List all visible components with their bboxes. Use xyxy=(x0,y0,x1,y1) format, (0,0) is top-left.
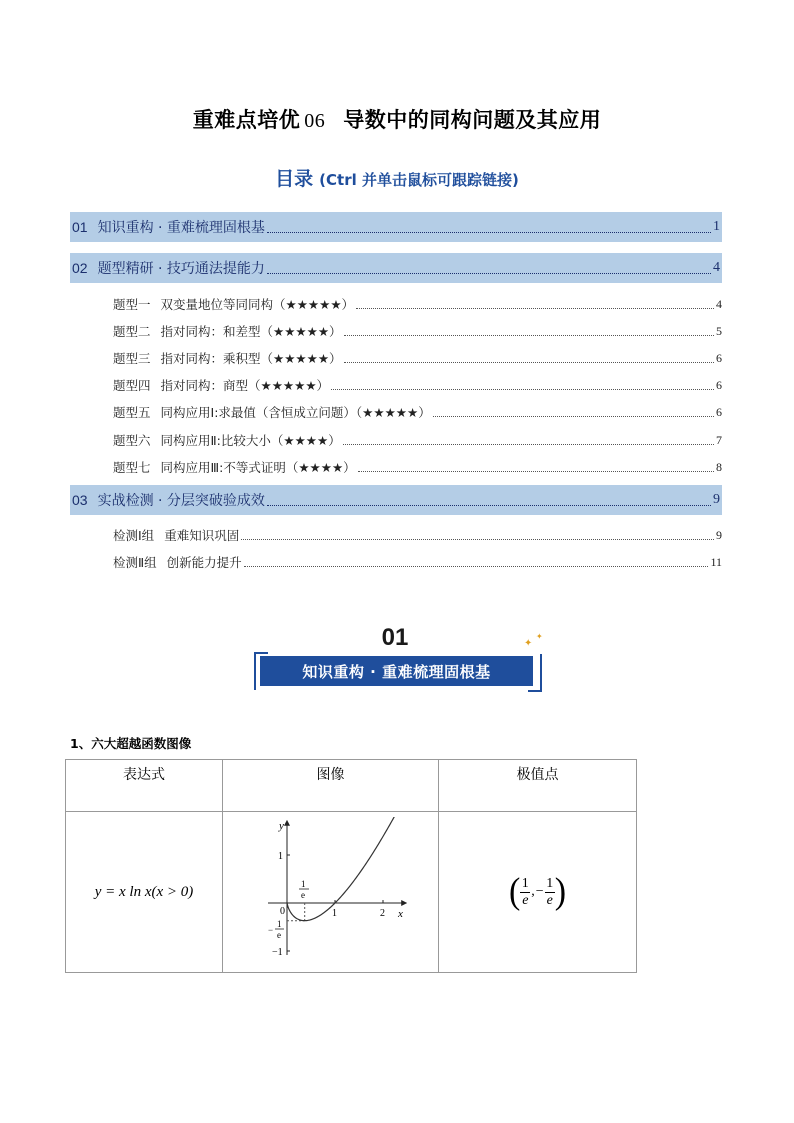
fraction-denominator: e xyxy=(546,892,553,908)
toc-item-type-3[interactable] xyxy=(113,348,722,368)
toc-item-kind: 检测Ⅰ组 xyxy=(113,528,155,543)
toc-item-kind: 题型四 xyxy=(113,378,151,393)
toc-item-label: 双变量地位等同同构（★★★★★） xyxy=(160,297,355,312)
toc-leader xyxy=(331,389,714,390)
extreme-point xyxy=(508,871,567,912)
toc-item-type-4[interactable] xyxy=(113,375,722,395)
title-main: 导数中的同构问题及其应用 xyxy=(343,108,602,132)
toc-leader xyxy=(267,232,711,233)
toc-page-number: 1 xyxy=(713,219,720,234)
toc-section-label: 知识重构 · 重难梳理固根基 xyxy=(97,220,265,236)
toc-heading-label: 目录 xyxy=(275,168,314,190)
toc-item-label: 指对同构：和差型（★★★★★） xyxy=(160,324,342,339)
table-header: 图像 xyxy=(223,760,439,812)
toc-leader xyxy=(344,362,714,363)
toc-item-kind: 题型三 xyxy=(113,351,151,366)
toc-item-label: 同构应用Ⅰ:求最值（含恒成立问题）（★★★★★） xyxy=(160,405,431,420)
toc-item-kind: 题型二 xyxy=(113,324,151,339)
toc-leader xyxy=(267,505,711,506)
section-badge xyxy=(250,624,550,694)
expression-text: y = x ln x(x > 0) xyxy=(94,883,194,900)
toc-item-kind: 题型七 xyxy=(113,460,151,475)
table-header-row xyxy=(66,760,637,812)
fraction-y xyxy=(545,876,555,908)
toc-item-type-1[interactable] xyxy=(113,294,722,314)
toc-item-type-7[interactable] xyxy=(113,457,722,477)
fraction-denominator: e xyxy=(300,890,305,900)
toc-leader xyxy=(344,335,714,336)
toc-item-label: 同构应用Ⅱ:比较大小（★★★★） xyxy=(160,433,341,448)
toc-page-number: 6 xyxy=(716,350,722,365)
toc-item-kind: 题型六 xyxy=(113,433,151,448)
toc-page-number: 9 xyxy=(713,492,720,507)
toc-item-label: 指对同构：商型（★★★★★） xyxy=(160,378,330,393)
toc-item-kind: 检测Ⅱ组 xyxy=(113,555,157,570)
fraction-denominator: e xyxy=(522,892,529,908)
title-number: 06 xyxy=(304,110,326,132)
table-row xyxy=(66,812,637,973)
y-tick-label: 1 xyxy=(277,851,283,862)
toc-item-label: 指对同构：乘积型（★★★★★） xyxy=(160,351,342,366)
toc-item-label: 重难知识巩固 xyxy=(164,528,240,543)
toc-section-label: 实战检测 · 分层突破验成效 xyxy=(97,493,265,509)
toc-leader xyxy=(241,539,714,540)
section-badge-number: 01 xyxy=(381,624,409,651)
toc-leader xyxy=(358,471,714,472)
subsection-title: 1、六大超越函数图像 xyxy=(70,736,192,751)
toc-page-number: 4 xyxy=(716,296,722,311)
toc-item-type-6[interactable] xyxy=(113,430,722,450)
minus-sign: − xyxy=(535,884,544,899)
toc-item-type-2[interactable] xyxy=(113,321,722,341)
toc-leader xyxy=(267,273,711,274)
toc-section-number: 01 xyxy=(72,219,88,235)
toc-leader xyxy=(356,308,714,309)
toc-section-label: 题型精研 · 技巧通法提能力 xyxy=(97,261,265,277)
toc-heading-note: (Ctrl 并单击鼠标可跟踪链接) xyxy=(319,171,519,189)
fraction-numerator: 1 xyxy=(546,876,554,892)
toc-leader xyxy=(433,416,714,417)
fraction-numerator: 1 xyxy=(300,879,305,889)
toc-item-label: 创新能力提升 xyxy=(166,555,242,570)
x-tick-label: 1 xyxy=(331,908,337,919)
x-axis-label: x xyxy=(397,908,403,920)
toc-item-type-5[interactable] xyxy=(113,402,722,422)
x-tick-label: 2 xyxy=(379,908,385,919)
fraction-numerator: 1 xyxy=(521,876,529,892)
toc-item-kind: 题型五 xyxy=(113,405,151,420)
comma: , xyxy=(531,884,535,899)
toc-page-number: 5 xyxy=(716,323,722,338)
toc-item-test-2[interactable] xyxy=(113,552,722,572)
toc-section-3[interactable] xyxy=(70,485,722,515)
document-title xyxy=(0,104,794,134)
toc-leader xyxy=(244,566,709,567)
toc-section-number: 02 xyxy=(72,260,88,276)
fraction-x xyxy=(520,876,530,908)
fraction-denominator: e xyxy=(276,930,281,940)
table-header: 表达式 xyxy=(66,760,223,812)
toc-leader xyxy=(343,444,714,445)
sparkle-icon: ✦ xyxy=(536,632,543,641)
toc-heading xyxy=(0,164,794,191)
toc-section-1[interactable] xyxy=(70,212,722,242)
function-table xyxy=(65,759,637,973)
toc-page-number: 4 xyxy=(713,260,720,275)
graph-cell xyxy=(223,812,439,973)
toc-section-2[interactable] xyxy=(70,253,722,283)
y-tick-label: −1 xyxy=(271,947,283,958)
title-prefix: 重难点培优 xyxy=(192,108,301,132)
expression-cell xyxy=(66,812,223,973)
toc-section-number: 03 xyxy=(72,492,88,508)
function-graph xyxy=(246,817,416,967)
fraction-sign: − xyxy=(267,925,273,935)
table-header: 极值点 xyxy=(439,760,637,812)
origin-label: 0 xyxy=(279,906,285,917)
toc-page-number: 6 xyxy=(716,377,722,392)
toc-page-number: 6 xyxy=(716,404,722,419)
toc-item-test-1[interactable] xyxy=(113,525,722,545)
toc-item-label: 同构应用Ⅲ:不等式证明（★★★★） xyxy=(160,460,356,475)
toc-item-kind: 题型一 xyxy=(113,297,151,312)
fraction-numerator: 1 xyxy=(276,919,281,929)
toc-page-number: 9 xyxy=(716,527,722,542)
right-paren: ) xyxy=(554,871,567,912)
extreme-point-cell xyxy=(439,812,637,973)
function-curve xyxy=(287,817,402,921)
toc-page-number: 11 xyxy=(710,554,722,569)
toc-page-number: 8 xyxy=(716,459,722,474)
sparkle-icon: ✦ xyxy=(524,638,533,649)
section-badge-label: 知识重构 · 重难梳理固根基 xyxy=(260,656,533,686)
toc-page-number: 7 xyxy=(716,432,722,447)
y-axis-label: y xyxy=(278,820,284,832)
left-paren: ( xyxy=(508,871,521,912)
